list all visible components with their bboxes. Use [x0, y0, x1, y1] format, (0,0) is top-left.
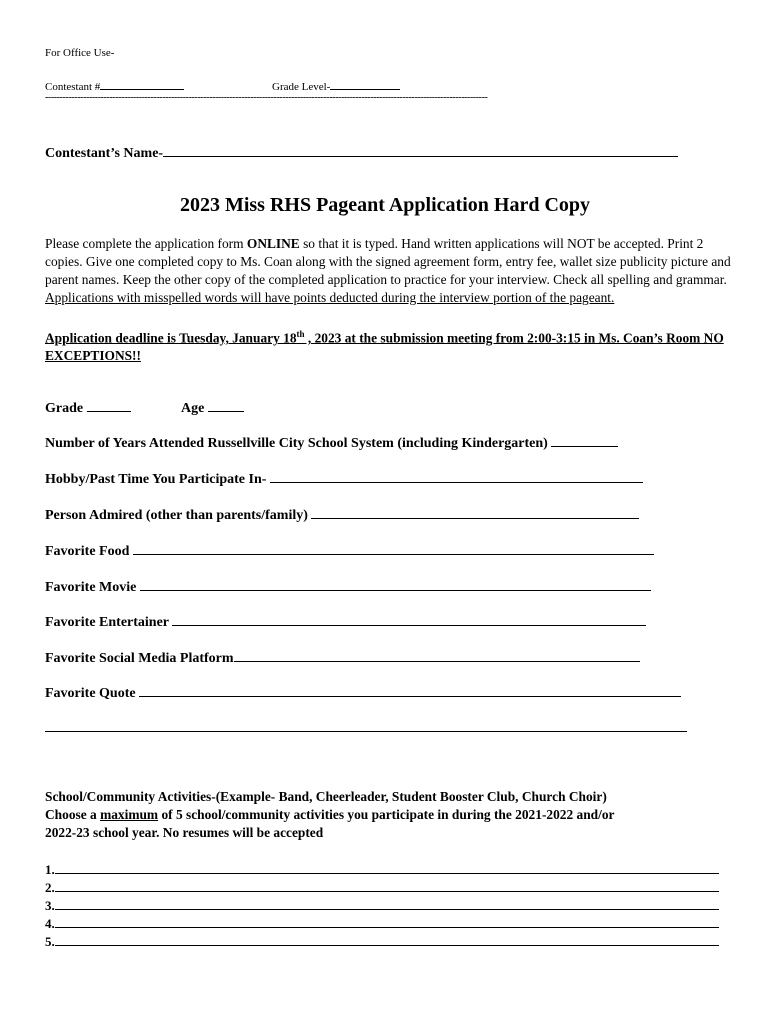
activity-number: 4. — [45, 916, 55, 931]
activity-input-3[interactable] — [55, 895, 719, 910]
grade-row — [45, 396, 131, 414]
age-row — [181, 396, 244, 414]
activities-line-3: 2022-23 school year. No resumes will be accepted — [45, 825, 324, 840]
office-use-heading: For Office Use- — [45, 47, 115, 59]
contestant-number-label: Contestant # — [45, 81, 101, 93]
activities-line-2-start: Choose a — [45, 807, 101, 822]
favorite-quote-input[interactable] — [139, 681, 681, 697]
activity-number: 2. — [45, 880, 55, 895]
contestant-name-input[interactable] — [163, 141, 678, 157]
activities-line-2-end: of 5 school/community activities you participate in during the 2021-2022 and/or — [158, 807, 615, 822]
years-attended-row — [45, 431, 618, 449]
activity-row-1 — [45, 859, 719, 878]
activities-maximum: maximum — [100, 807, 159, 822]
person-admired-row — [45, 503, 639, 521]
deadline-paragraph — [45, 325, 735, 365]
grade-input[interactable] — [87, 396, 131, 412]
favorite-food-label: Favorite Food — [45, 544, 130, 559]
activity-input-2[interactable] — [55, 877, 719, 892]
grade-level-input[interactable] — [330, 78, 400, 90]
activity-row-3 — [45, 895, 719, 914]
favorite-food-row — [45, 539, 654, 557]
activity-number: 5. — [45, 934, 55, 949]
favorite-entertainer-row — [45, 610, 646, 628]
activity-number: 1. — [45, 862, 55, 877]
activity-input-5[interactable] — [55, 931, 719, 946]
contestant-number-input[interactable] — [100, 78, 184, 90]
favorite-movie-label: Favorite Movie — [45, 580, 137, 595]
instructions-text-1: Please complete the application form — [45, 236, 247, 251]
age-label: Age — [181, 401, 205, 416]
hobby-row — [45, 467, 643, 485]
contestant-name-label: Contestant’s Name- — [45, 146, 164, 161]
activity-row-5 — [45, 931, 719, 950]
favorite-food-input[interactable] — [133, 539, 654, 555]
contestant-name-row — [45, 141, 678, 159]
instructions-misspell-warning: Applications with misspelled words will have points deducted during the interview portion of the pageant. — [45, 290, 615, 305]
favorite-quote-continuation-line[interactable] — [45, 731, 687, 732]
years-attended-label: Number of Years Attended Russellville City School System (including Kindergarten) — [45, 436, 548, 451]
favorite-quote-label: Favorite Quote — [45, 686, 136, 701]
activity-row-4 — [45, 913, 719, 932]
office-divider: ------------------------------------------------------------------------------------------------------------------------------------------------------- — [45, 92, 488, 103]
age-input[interactable] — [208, 396, 244, 412]
years-attended-input[interactable] — [551, 431, 618, 447]
activities-line-2 — [45, 806, 745, 824]
favorite-social-media-label: Favorite Social Media Platform — [45, 651, 234, 666]
favorite-social-media-input[interactable] — [234, 646, 640, 662]
activities-instructions — [45, 788, 745, 842]
hobby-input[interactable] — [270, 467, 643, 483]
deadline-superscript: th — [296, 329, 305, 339]
favorite-entertainer-label: Favorite Entertainer — [45, 615, 169, 630]
favorite-movie-input[interactable] — [140, 575, 651, 591]
activities-line-1: School/Community Activities-(Example- Band, Cheerleader, Student Booster Club, Church Choir) — [45, 789, 607, 804]
favorite-quote-row — [45, 681, 681, 699]
activity-row-2 — [45, 877, 719, 896]
favorite-social-media-row — [45, 646, 640, 664]
page-title: 2023 Miss RHS Pageant Application Hard Copy — [179, 194, 591, 216]
activity-number: 3. — [45, 898, 55, 913]
favorite-movie-row — [45, 575, 651, 593]
favorite-entertainer-input[interactable] — [172, 610, 646, 626]
deadline-text-1: Application deadline is Tuesday, January 18 — [45, 330, 297, 346]
contestant-number-row — [45, 78, 184, 93]
hobby-label: Hobby/Past Time You Participate In- — [45, 472, 267, 487]
person-admired-input[interactable] — [311, 503, 639, 519]
grade-label: Grade — [45, 401, 84, 416]
activity-input-4[interactable] — [55, 913, 719, 928]
deadline-text-2: , 2023 at the submission meeting from 2:00-3:15 in Ms. Coan’s Room NO EXCEPTIONS!! — [45, 330, 724, 364]
activity-input-1[interactable] — [55, 859, 719, 874]
instructions-paragraph — [45, 235, 735, 307]
grade-level-label: Grade Level- — [272, 81, 331, 93]
grade-level-row — [272, 78, 400, 93]
instructions-text-2: so that it is typed. Hand written applications will NOT be accepted. Print 2 copies. Give one completed copy to Ms. Coan along with the signed agreement form, entry fee, wallet size publicity picture and parent names. Keep the other copy of the completed application to practice for your interview. Check all spelling and grammar. — [45, 236, 731, 287]
person-admired-label: Person Admired (other than parents/family) — [45, 508, 308, 523]
instructions-online: ONLINE — [246, 236, 300, 251]
